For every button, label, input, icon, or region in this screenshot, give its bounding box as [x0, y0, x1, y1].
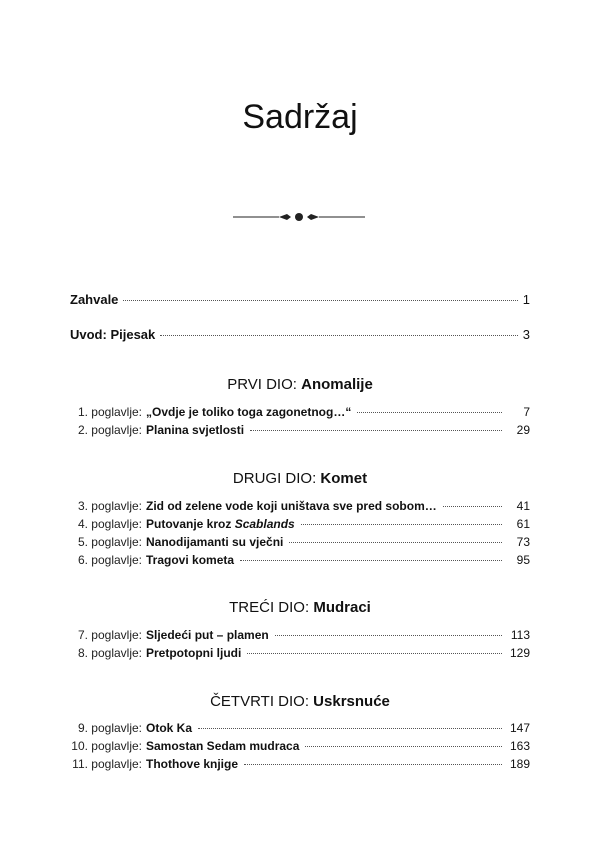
dot-leader — [198, 728, 502, 729]
toc-chapter-entry[interactable] — [70, 517, 530, 531]
chapter-title: Samostan Sedam mudraca — [146, 739, 300, 753]
dot-leader — [160, 335, 518, 336]
part-heading — [0, 693, 600, 710]
toc-entry-introduction[interactable] — [70, 327, 530, 342]
dot-leader — [275, 635, 502, 636]
chapter-page-number: 29 — [516, 423, 530, 437]
toc-chapter-entry[interactable] — [70, 423, 530, 437]
chapter-page-number: 41 — [516, 499, 530, 513]
toc-chapter-entry[interactable] — [70, 646, 530, 660]
chapter-number: 4. poglavlje: — [77, 517, 142, 531]
toc-chapter-entry[interactable] — [70, 739, 530, 753]
chapter-title: Nanodijamanti su vječni — [146, 535, 284, 549]
dot-leader — [240, 560, 502, 561]
dot-leader — [244, 764, 502, 765]
chapter-number: 5. poglavlje: — [77, 535, 142, 549]
chapter-page-number: 147 — [509, 721, 530, 735]
chapter-number: 1. poglavlje: — [77, 405, 142, 419]
dot-leader — [305, 746, 502, 747]
dot-leader — [301, 524, 502, 525]
chapter-number: 8. poglavlje: — [77, 646, 142, 660]
chapter-title: Zid od zelene vode koji uništava sve pred sobom… — [146, 499, 437, 513]
dot-leader — [289, 542, 502, 543]
part-name: Uskrsnuće — [313, 693, 390, 710]
chapter-number: 9. poglavlje: — [77, 721, 142, 735]
part-prefix: PRVI DIO: — [227, 376, 297, 393]
part-name: Anomalije — [301, 376, 373, 393]
chapter-title: „Ovdje je toliko toga zagonetnog…“ — [146, 405, 352, 419]
toc-chapter-entry[interactable] — [70, 721, 530, 735]
chapter-number: 3. poglavlje: — [77, 499, 142, 513]
dot-leader — [357, 412, 502, 413]
page-title: Sadržaj — [242, 98, 358, 136]
divider-ornament-icon — [233, 211, 365, 223]
chapter-number: 11. poglavlje: — [72, 757, 142, 771]
part-heading — [0, 599, 600, 616]
chapter-title-text: Putovanje kroz — [146, 517, 235, 531]
part-heading — [0, 470, 600, 487]
chapter-page-number: 189 — [509, 757, 530, 771]
chapter-title: Pretpotopni ljudi — [146, 646, 242, 660]
toc-page-number: 3 — [522, 327, 530, 342]
part-prefix: ČETVRTI DIO: — [210, 693, 309, 710]
chapter-page-number: 113 — [510, 628, 530, 642]
toc-entry-acknowledgements[interactable] — [70, 292, 530, 307]
toc-entry-label: Uvod: Pijesak — [70, 327, 156, 342]
chapter-title: Planina svjetlosti — [146, 423, 245, 437]
chapter-page-number: 163 — [509, 739, 530, 753]
toc-page-number: 1 — [522, 292, 530, 307]
part-name: Mudraci — [313, 599, 371, 616]
toc-entry-label: Zahvale — [70, 292, 119, 307]
chapter-number: 7. poglavlje: — [77, 628, 142, 642]
chapter-number: 10. poglavlje: — [71, 739, 142, 753]
toc-chapter-entry[interactable] — [70, 535, 530, 549]
chapter-title: Tragovi kometa — [146, 553, 235, 567]
part-prefix: DRUGI DIO: — [232, 470, 317, 487]
chapter-number: 6. poglavlje: — [77, 553, 142, 567]
toc-chapter-entry[interactable] — [70, 553, 530, 567]
part-prefix: TREĆI DIO: — [229, 599, 310, 616]
dot-leader — [250, 430, 502, 431]
chapter-title — [146, 517, 295, 531]
toc-chapter-entry[interactable] — [70, 628, 530, 642]
chapter-number: 2. poglavlje: — [77, 423, 142, 437]
chapter-page-number: 95 — [516, 553, 530, 567]
chapter-title: Thothove knjige — [146, 757, 239, 771]
chapter-page-number: 7 — [523, 405, 530, 419]
dot-leader — [123, 300, 517, 301]
part-name: Komet — [320, 470, 368, 487]
chapter-title-emphasis: Scablands — [234, 517, 295, 531]
chapter-page-number: 73 — [516, 535, 530, 549]
part-heading — [0, 376, 600, 393]
toc-chapter-entry[interactable] — [70, 757, 530, 771]
toc-chapter-entry[interactable] — [70, 405, 530, 419]
chapter-page-number: 61 — [516, 517, 530, 531]
dot-leader — [247, 653, 502, 654]
chapter-title: Sljedeći put – plamen — [146, 628, 269, 642]
chapter-title: Otok Ka — [146, 721, 193, 735]
toc-chapter-entry[interactable] — [70, 499, 530, 513]
dot-leader — [443, 506, 502, 507]
chapter-page-number: 129 — [509, 646, 530, 660]
